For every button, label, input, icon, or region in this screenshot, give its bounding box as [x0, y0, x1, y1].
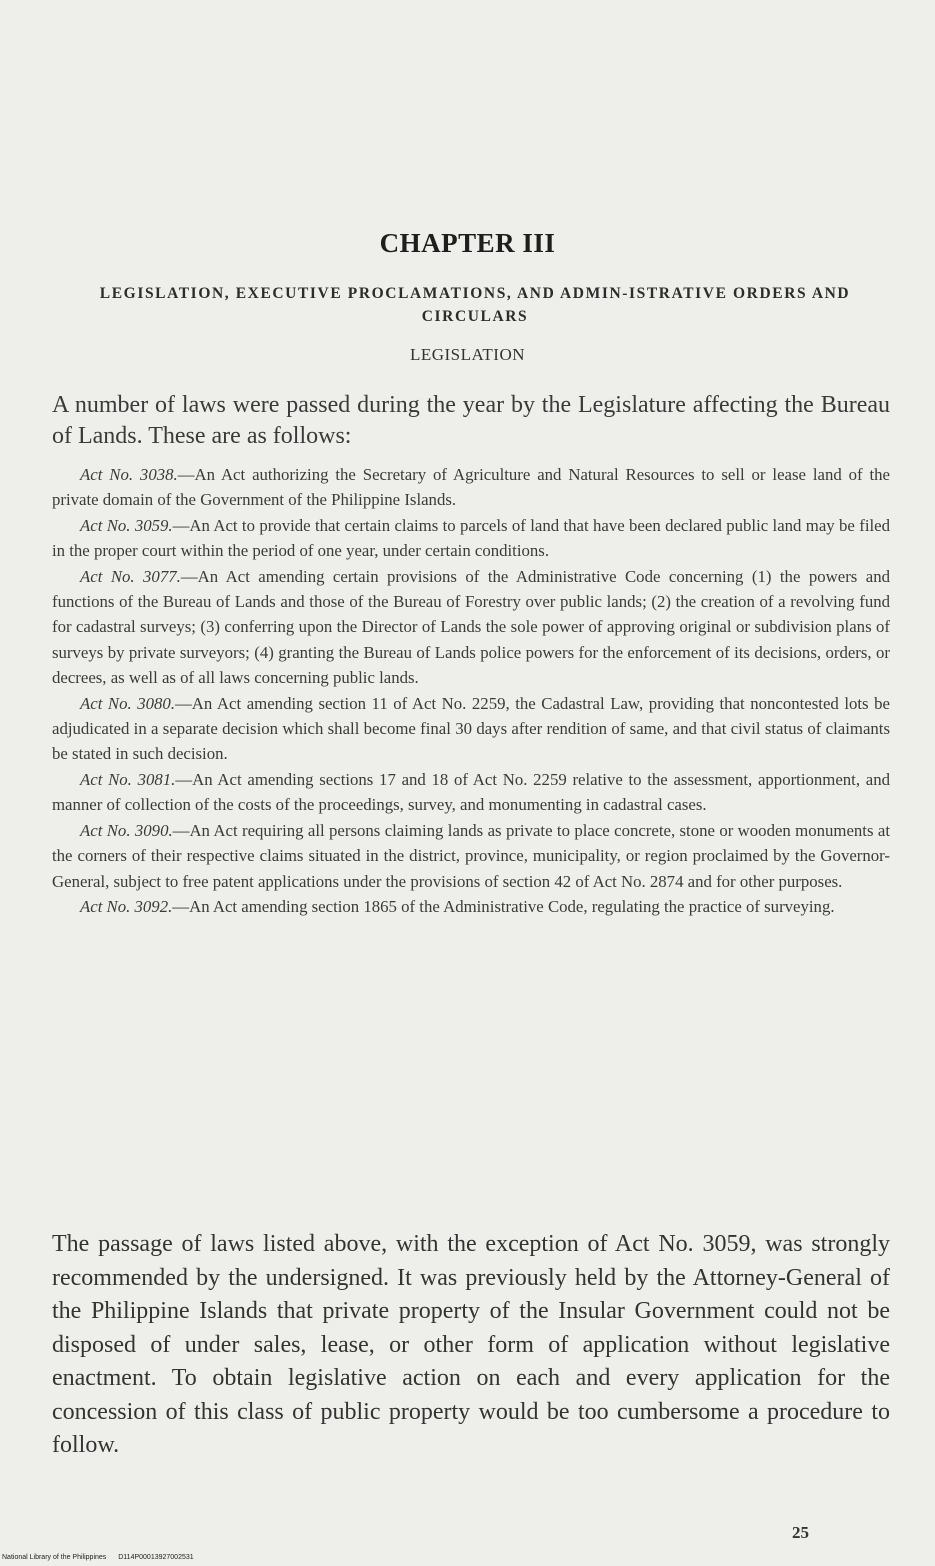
closing-paragraph: The passage of laws listed above, with the exception of Act No. 3059, was strongly recommended by the undersigned. It was previously held by the Attorney-General of the Philippine Islands that private property of the Insular Government could not be disposed of under sales, lease, or other form of application without legislative enactment. To obtain legislative action on each and every application for the concession of this class of public property would be too cumbersome a procedure to follow. [52, 1231, 890, 1458]
act-description: —An Act requiring all persons claiming lands as private to place concrete, stone or wooden monuments at the corners of their respective claims situated in the district, province, municipality, or region proclaimed by the Governor-General, subject to free patent applications under the provisions of section 42 of Act No. 2874 and for other purposes. [52, 820, 890, 891]
footer-library: National Library of the Philippines [2, 1554, 107, 1561]
act-number: Act No. 3092. [80, 896, 173, 916]
scan-footer [2, 1554, 204, 1561]
act-description: —An Act amending certain provisions of the Administrative Code concerning (1) the powers and functions of the Bureau of Lands and those of the Bureau of Forestry over public lands; (2) the creation of a revolving fund for cadastral surveys; (3) conferring upon the Director of Lands the sole power of approving original or subdivision plans of surveys by private surveyors; (4) granting the Bureau of Lands police powers for the enforcement of its decisions, orders, or decrees, as well as of all laws concerning public lands. [52, 566, 890, 688]
act-description: —An Act authorizing the Secretary of Agriculture and Natural Resources to sell or lease land of the private domain of the Government of the Philippine Islands. [52, 465, 890, 510]
act-number: Act No. 3081. [80, 769, 176, 789]
act-description: —An Act to provide that certain claims to parcels of land that have been declared public land may be filed in the proper court within the period of one year, under certain conditions. [52, 515, 890, 561]
act-number: Act No. 3090. [80, 820, 173, 840]
act-item [52, 691, 890, 767]
act-item [52, 894, 890, 919]
act-description: —An Act amending sections 17 and 18 of Act No. 2259 relative to the assessment, apportionment, and manner of collection of the costs of the proceedings, survey, and monumenting in cadastral cases. [52, 769, 890, 815]
acts-list [52, 462, 890, 919]
chapter-subtitle: LEGISLATION, EXECUTIVE PROCLAMATIONS, AND ADMIN-ISTRATIVE ORDERS AND CIRCULARS [99, 285, 851, 325]
act-number: Act No. 3059. [80, 515, 173, 535]
act-item [52, 818, 890, 894]
section-heading: LEGISLATION [409, 345, 526, 364]
page-number: 25 [792, 1523, 809, 1542]
act-description: —An Act amending section 1865 of the Administrative Code, regulating the practice of surveying. [172, 896, 835, 916]
chapter-heading: CHAPTER III [379, 228, 556, 258]
act-item [52, 462, 890, 513]
act-number: Act No. 3077. [80, 566, 181, 586]
act-item [52, 564, 890, 691]
intro-paragraph: A number of laws were passed during the year by the Legislature affecting the Bureau of Lands. These are as follows: [52, 392, 890, 449]
act-item [52, 767, 890, 818]
act-description: —An Act amending section 11 of Act No. 2259, the Cadastral Law, providing that noncontested lots be adjudicated in a separate decision which shall become final 30 days after rendition of same, and that civil status of claimants be stated in such decision. [52, 693, 890, 764]
act-number: Act No. 3038. [80, 465, 178, 484]
act-number: Act No. 3080. [80, 693, 176, 713]
act-item [52, 513, 890, 564]
footer-code: D114P00013927002531 [118, 1554, 194, 1561]
